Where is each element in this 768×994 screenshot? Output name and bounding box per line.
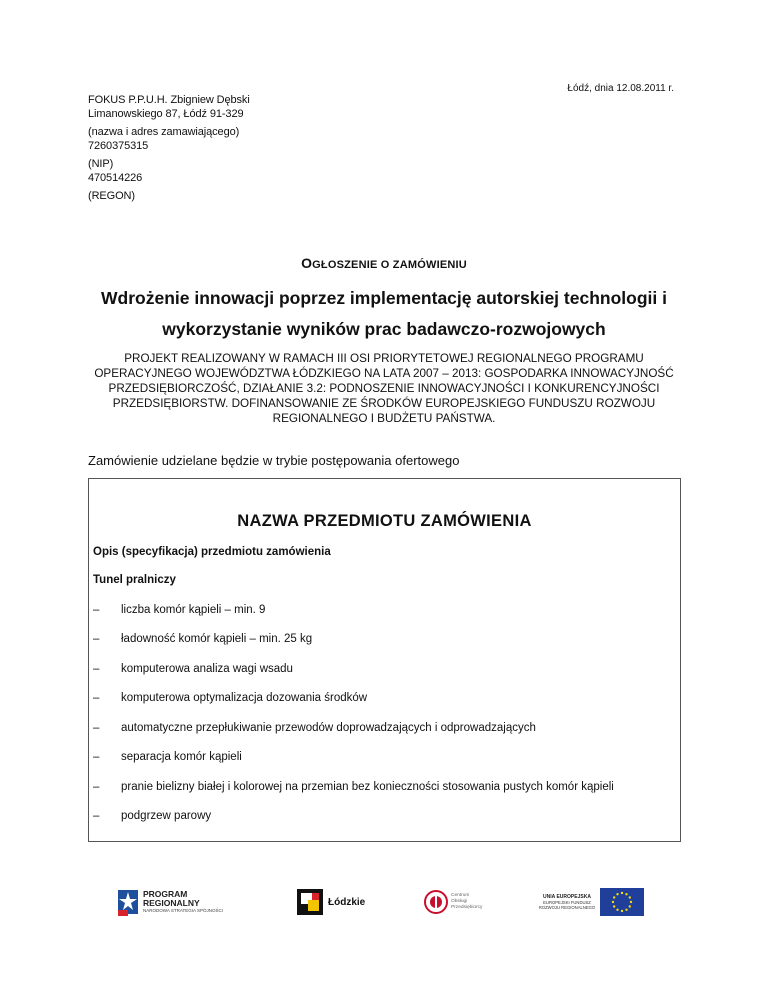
program-star-icon	[118, 888, 138, 916]
list-item-text: ładowność komór kąpieli – min. 25 kg	[121, 633, 313, 646]
lodzkie-logo	[297, 885, 377, 919]
sender-name-caption: (nazwa i adres zamawiającego)	[88, 126, 240, 138]
lodzkie-emblem-icon	[297, 889, 323, 915]
program-regionalny-logo	[118, 885, 238, 919]
item-name: Tunel pralniczy	[93, 574, 176, 586]
sender-block	[88, 93, 388, 207]
program-line-3: NARODOWA STRATEGIA SPÓJNOŚCI	[143, 908, 224, 913]
list-item	[93, 595, 673, 625]
program-line-1: PROGRAM	[143, 889, 188, 899]
project-description: PROJEKT REALIZOWANY W RAMACH III OSI PRIORYTETOWEJ REGIONALNEGO PROGRAMU OPERACYJNEGO WOJEWÓDZTWA ŁÓDZKIEGO NA LATA 2007 – 2013: GOSPODARKA INNOWACYJNOŚĆ PRZEDSIĘBIORCZOŚĆ, DZIAŁANIE 3.2: PODNOSZENIE INNOWACYJNOŚCI I KONKURENCYJNOŚCI PRZEDSIĘBIORSTW. DOFINANSOWANIE ZE ŚRODKÓW EUROPEJSKIEGO FUNDUSZU ROZWOJU REGIONALNEGO I BUDŻETU PAŃSTWA.	[94, 352, 674, 425]
cop-line-2: Obsługi	[451, 899, 468, 904]
announcement-title	[0, 255, 768, 271]
list-item-text: komputerowa analiza wagi wsadu	[121, 662, 293, 675]
list-item	[93, 625, 673, 655]
sender-name: FOKUS P.P.U.H. Zbigniew Dębski	[88, 94, 250, 106]
list-item-text: podgrzew parowy	[121, 810, 212, 823]
eu-line-1: UNIA EUROPEJSKA	[543, 894, 591, 900]
list-item	[93, 684, 673, 714]
list-item	[93, 772, 673, 802]
list-dash: –	[93, 721, 100, 734]
subject-title: NAZWA PRZEDMIOTU ZAMÓWIENIA	[237, 512, 532, 530]
lodzkie-text: Łódzkie	[328, 896, 366, 908]
main-title	[60, 283, 708, 345]
list-item	[93, 713, 673, 743]
nip-value: 7260375315	[88, 140, 149, 152]
list-item	[93, 743, 673, 773]
list-dash: –	[93, 751, 100, 764]
list-item-text: separacja komór kąpieli	[121, 751, 242, 764]
list-dash: –	[93, 780, 100, 793]
document-date: Łódź, dnia 12.08.2011 r.	[567, 83, 674, 94]
subject-box	[88, 478, 681, 842]
list-dash: –	[93, 810, 100, 823]
list-item	[93, 802, 673, 832]
eu-line-2: EUROPEJSKI FUNDUSZ	[543, 900, 591, 905]
cop-line-1: Centrum	[451, 893, 470, 898]
nip-caption: (NIP)	[88, 158, 114, 170]
list-item-text: pranie bielizny białej i kolorowej na przemian bez konieczności stosowania pustych komór kąpieli	[121, 780, 614, 793]
procedure-text: Zamówienie udzielane będzie w trybie postępowania ofertowego	[88, 453, 460, 468]
main-title-line-2: wykorzystanie wyników prac badawczo-rozwojowych	[162, 319, 606, 339]
cop-logo	[424, 885, 504, 919]
cop-emblem-icon	[424, 890, 448, 914]
program-line-2: REGIONALNY	[143, 898, 200, 908]
announcement-title-rest: GŁOSZENIE O ZAMÓWIENIU	[312, 259, 467, 271]
list-item	[93, 654, 673, 684]
eu-logo	[538, 885, 648, 919]
regon-caption: (REGON)	[88, 190, 135, 202]
cop-line-3: Przedsiębiorcy	[451, 905, 483, 910]
list-dash: –	[93, 692, 100, 705]
list-dash: –	[93, 633, 100, 646]
spec-list	[93, 595, 673, 831]
announcement-title-initial: O	[301, 255, 313, 271]
list-dash: –	[93, 603, 100, 616]
regon-value: 470514226	[88, 172, 143, 184]
list-item-text: automatyczne przepłukiwanie przewodów doprowadzających i odprowadzających	[121, 721, 536, 734]
eu-flag-icon	[600, 888, 644, 916]
main-title-line-1: Wdrożenie innowacji poprzez implementację autorskiej technologii i	[101, 288, 667, 308]
list-dash: –	[93, 662, 100, 675]
spec-heading: Opis (specyfikacja) przedmiotu zamówienia	[93, 546, 331, 558]
list-item-text: liczba komór kąpieli – min. 9	[121, 603, 266, 616]
list-item-text: komputerowa optymalizacja dozowania środków	[121, 692, 368, 705]
eu-line-3: ROZWOJU REGIONALNEGO	[538, 905, 596, 910]
sender-address: Limanowskiego 87, Łódź 91-329	[88, 108, 244, 120]
